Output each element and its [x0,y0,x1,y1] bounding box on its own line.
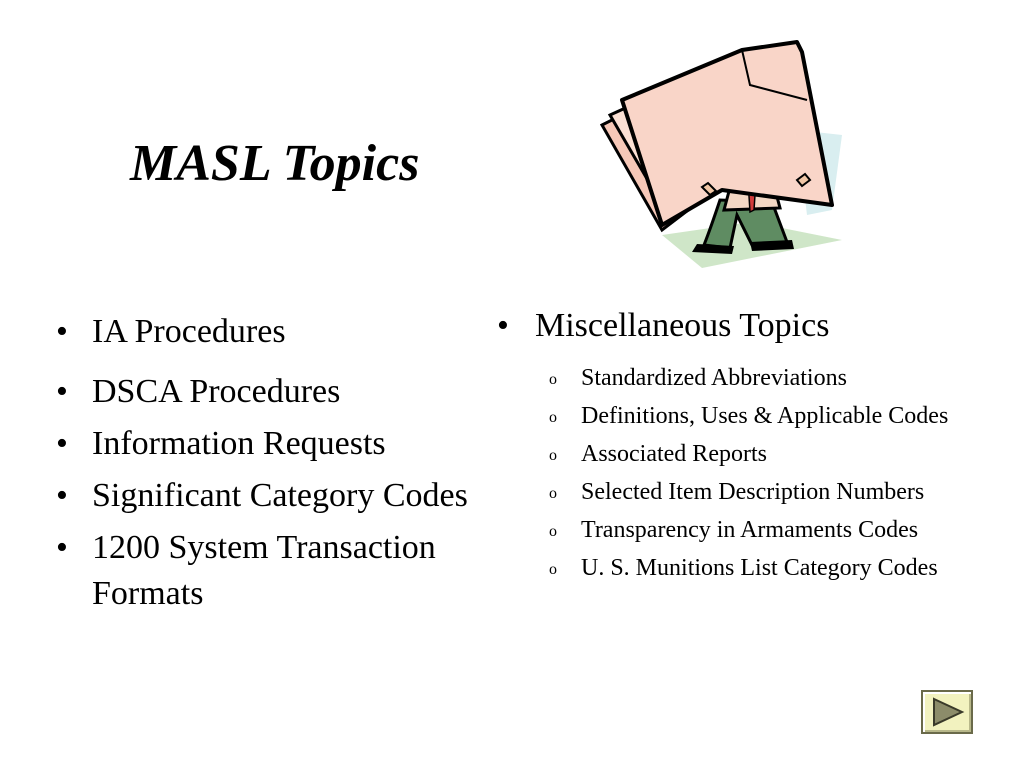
sub-list-item [497,363,967,393]
sub-bullet-icon: o [549,561,557,578]
bullet-text: IA Procedures [92,313,286,350]
list-item [56,473,506,519]
bullet-text: 1200 System Transaction Formats [92,529,436,612]
bullet-text: Information Requests [92,425,386,462]
sub-list-item [497,515,967,545]
sub-bullet-text: Transparency in Armaments Codes [581,517,919,543]
list-item [497,303,967,349]
list-item [56,421,506,467]
next-slide-button[interactable] [921,690,973,734]
overloaded-file-folder-man-icon [592,30,854,276]
sub-bullet-text: Standardized Abbreviations [581,365,847,391]
play-next-icon [931,697,965,727]
sub-bullet-text: Selected Item Description Numbers [581,479,925,505]
bullet-text: Miscellaneous Topics [535,307,830,344]
sub-bullet-text: U. S. Munitions List Category Codes [581,555,938,581]
right-bullet-list [497,303,967,591]
list-item [56,369,506,415]
bullet-icon: • [56,425,68,462]
list-item [56,309,506,355]
bullet-text: DSCA Procedures [92,373,341,410]
bullet-icon: • [497,307,509,344]
sub-bullet-list [497,363,967,583]
sub-list-item [497,401,967,431]
sub-list-item [497,439,967,469]
sub-bullet-icon: o [549,447,557,464]
bullet-icon: • [56,373,68,410]
sub-list-item [497,477,967,507]
sub-bullet-text: Associated Reports [581,441,767,467]
sub-list-item [497,553,967,583]
bullet-icon: • [56,477,68,514]
list-item [56,525,506,617]
bullet-text: Significant Category Codes [92,477,468,514]
sub-bullet-icon: o [549,485,557,502]
sub-bullet-icon: o [549,523,557,540]
sub-bullet-icon: o [549,371,557,388]
bullet-icon: • [56,313,68,350]
sub-bullet-icon: o [549,409,557,426]
slide-title: MASL Topics [130,135,420,192]
sub-bullet-text: Definitions, Uses & Applicable Codes [581,403,949,429]
left-bullet-list [56,309,506,623]
bullet-icon: • [56,529,68,566]
